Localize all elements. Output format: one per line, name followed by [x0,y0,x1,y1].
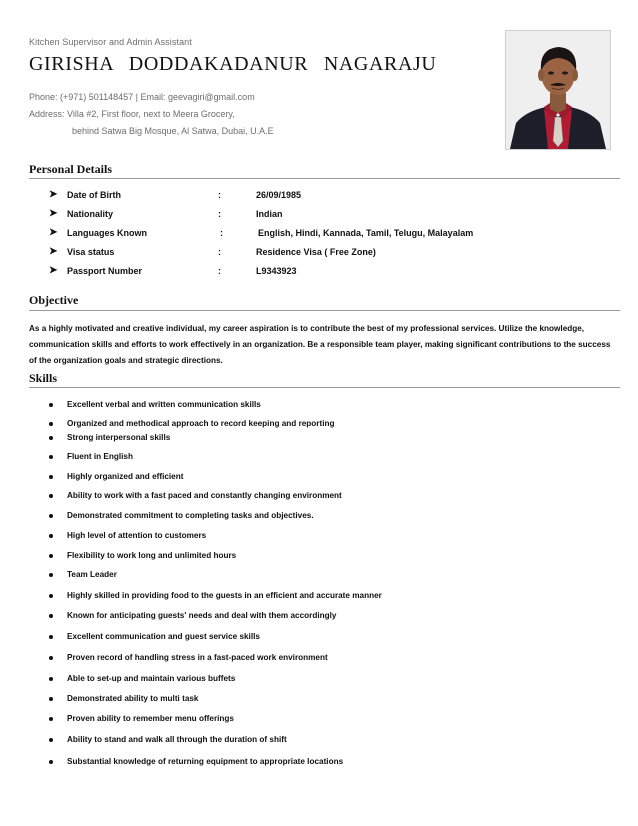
dot-bullet-icon [49,594,53,598]
arrow-bullet-icon: ➤ [49,189,58,200]
dot-bullet-icon [49,514,53,518]
section-divider [29,387,620,388]
candidate-name: GIRISHA DODDAKADANUR NAGARAJU [29,53,437,75]
row-colon: : [218,247,221,257]
arrow-bullet-icon: ➤ [49,208,58,219]
section-divider [29,310,620,311]
row-label: Date of Birth [67,190,121,200]
row-label: Passport Number [67,266,143,276]
row-colon: : [218,209,221,219]
row-colon: : [220,228,223,238]
row-value: 26/09/1985 [256,190,302,200]
dot-bullet-icon [49,738,53,742]
dot-bullet-icon [49,635,53,639]
address-line-1: Address: Villa #2, First floor, next to Meera Grocery, [29,109,235,119]
profile-photo [505,30,611,150]
section-title-objective: Objective [29,293,79,307]
arrow-bullet-icon: ➤ [49,265,58,276]
dot-bullet-icon [49,455,53,459]
address-line-2: behind Satwa Big Mosque, Al Satwa, Dubai, U.A.E [72,126,274,136]
section-divider [29,178,620,179]
resume-page: Kitchen Supervisor and Admin Assistant GIRISHA DODDAKADANUR NAGARAJU Phone: (+971) 501148457 | Email: geevagiri@gmail.com Address: Villa #2, First floor, next to Meera Grocery, behind Satwa Big Mosque, Al Satwa, Dubai, U.A.E Personal Details ➤ Date of Birth : 26/09/1985 ➤ Nationality : Indian ➤ Languages Known : English, Hindi, Kannada, Tamil, Telugu, Malayalam ➤ Visa status : Residence Visa ( Free Zone) ➤ Passport Number : L9343923 Objective As a highly motivated and creative individual, my career aspiration is to contribute the best of my professional services. Utilize the knowledge, communication skills and efforts to work effectively in an organization. Be a responsible team player, making significant contributions to the success of the organization goals and strategic directions. Skills Excellent verbal and written communication skills Organized and methodical approach to record keeping and reporting Strong interpersonal skills Fluent in English Highly organized and efficient Ability to work with a fast paced and constantly changing environment Demonstrated commitment to completing tasks and objectives. High level of attention to customers Flexibility to work long and unlimited hours Team Leader Highly skilled in providing food to the guests in an efficient and accurate manner Known for anticipating guests' needs and deal with them accordingly Excellent communication and guest service skills Proven record of handling stress in a fast-paced work environment Able to set-up and maintain various buffets Demonstrated ability to multi task Proven ability to remember menu offerings Ability to stand and walk all through the duration of shift Substantial knowledge of returning equipment to appropriate locations [0,0,638,826]
dot-bullet-icon [49,717,53,721]
dot-bullet-icon [49,475,53,479]
dot-bullet-icon [49,422,53,426]
row-value: English, Hindi, Kannada, Tamil, Telugu, Malayalam [258,228,474,238]
arrow-bullet-icon: ➤ [49,246,58,257]
dot-bullet-icon [49,534,53,538]
dot-bullet-icon [49,656,53,660]
row-label: Nationality [67,209,114,219]
dot-bullet-icon [49,554,53,558]
dot-bullet-icon [49,494,53,498]
objective-text: As a highly motivated and creative individual, my career aspiration is to contribute the best of my professional services. Utilize the knowledge, communication skills and efforts to work effectively in an organization. Be a responsible team player, making significant contributions to the success of the organization goals and strategic directions. [29,324,611,365]
arrow-bullet-icon: ➤ [49,227,58,238]
contact-line: Phone: (+971) 501148457 | Email: geevagiri@gmail.com [29,92,255,102]
row-value: L9343923 [256,266,297,276]
dot-bullet-icon [49,677,53,681]
row-colon: : [218,266,221,276]
row-label: Languages Known [67,228,148,238]
dot-bullet-icon [49,760,53,764]
dot-bullet-icon [49,403,53,407]
dot-bullet-icon [49,614,53,618]
section-title-personal-details: Personal Details [29,162,112,176]
dot-bullet-icon [49,573,53,577]
row-value: Indian [256,209,283,219]
dot-bullet-icon [49,436,53,440]
row-label: Visa status [67,247,115,257]
section-title-skills: Skills [29,371,58,385]
profile-photo-graphic [506,31,610,149]
row-colon: : [218,190,221,200]
job-title: Kitchen Supervisor and Admin Assistant [29,37,192,47]
row-value: Residence Visa ( Free Zone) [256,247,376,257]
dot-bullet-icon [49,697,53,701]
